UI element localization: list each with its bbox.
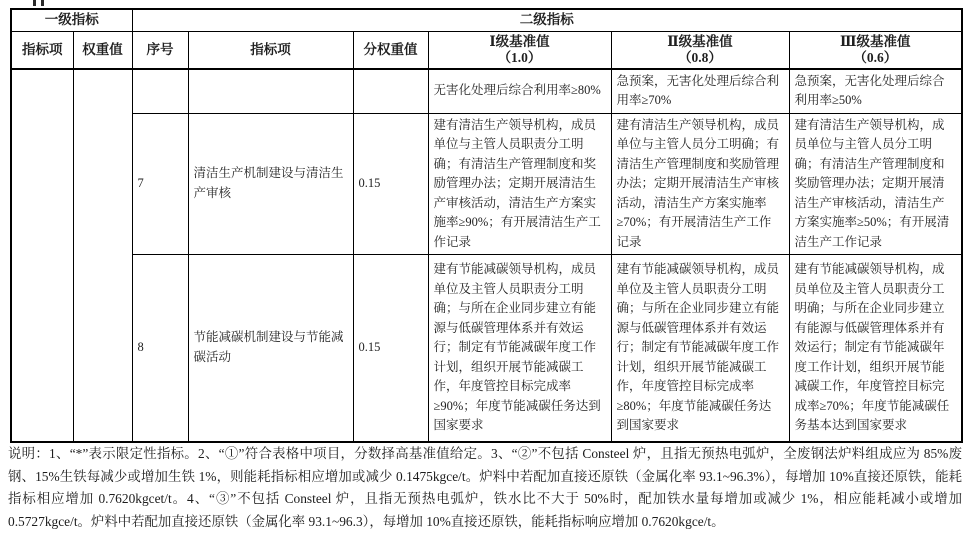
cell-grade2: 急预案，无害化处理后综合利用率≥70% [611, 69, 789, 114]
cell-grade3: 急预案，无害化处理后综合利用率≥50% [789, 69, 962, 114]
cell-grade1: 无害化处理后综合利用率≥80% [428, 69, 611, 114]
table-column-header-row [11, 31, 962, 69]
cell-no: 7 [132, 113, 188, 255]
col-header-no: 序号 [132, 31, 188, 69]
col-header-grade1 [428, 31, 611, 69]
col-header-grade3 [789, 31, 962, 69]
table-row [11, 255, 962, 442]
cell-no [132, 69, 188, 114]
table-row [11, 69, 962, 114]
indicator-table [10, 8, 963, 443]
col-header-indicator2: 指标项 [188, 31, 353, 69]
scan-artifact [33, 0, 36, 6]
cell-level1-indicator-merged [11, 69, 73, 442]
cell-grade2: 建有节能减碳领导机构，成员单位及主管人员职责分工明确；与所在企业同步建立有能源与低碳管理体系并有效运行；制定有节能减碳年度工作计划，组织开展节能减碳工作，年度管控目标完成率≥80%；年度节能减碳任务达到国家要求 [611, 255, 789, 442]
table-group-header-row [11, 9, 962, 31]
cell-no: 8 [132, 255, 188, 442]
cell-indicator: 节能减碳机制建设与节能减碳活动 [188, 255, 353, 442]
grade3-title: Ⅲ级基准值 [840, 33, 911, 49]
col-header-grade2 [611, 31, 789, 69]
cell-subweight: 0.15 [353, 113, 428, 255]
scan-artifact [41, 0, 44, 6]
cell-level1-weight-merged [73, 69, 132, 442]
cell-indicator: 清洁生产机制建设与清洁生产审核 [188, 113, 353, 255]
cell-grade3: 建有清洁生产领导机构，成员单位与主管人员分工明确；有清洁生产管理制度和奖励管理办法；定期开展清洁生产审核活动，清洁生产方案实施率≥50%；有开展清洁生产工作记录 [789, 113, 962, 255]
grade3-value: （0.6） [853, 49, 898, 65]
col-header-weight: 权重值 [73, 31, 132, 69]
cell-grade1: 建有清洁生产领导机构，成员单位与主管人员职责分工明确；有清洁生产管理制度和奖励管理办法；定期开展清洁生产审核活动，清洁生产方案实施率≥90%；有开展清洁生产工作记录 [428, 113, 611, 255]
cell-subweight [353, 69, 428, 114]
level1-group-header: 一级指标 [11, 9, 132, 31]
level2-group-header: 二级指标 [132, 9, 962, 31]
grade2-title: Ⅱ级基准值 [667, 33, 733, 49]
cell-subweight: 0.15 [353, 255, 428, 442]
cell-grade3: 建有节能减碳领导机构，成员单位及主管人员职责分工明确；与所在企业同步建立有能源与低碳管理体系并有效运行；制定有节能减碳年度工作计划，组织开展节能减碳工作，年度管控目标完成率≥70%；年度节能减碳任务基本达到国家要求 [789, 255, 962, 442]
cell-indicator [188, 69, 353, 114]
col-header-indicator: 指标项 [11, 31, 73, 69]
col-header-subweight: 分权重值 [353, 31, 428, 69]
grade1-title: Ⅰ级基准值 [489, 33, 550, 49]
grade2-value: （0.8） [678, 49, 722, 65]
cell-grade2: 建有清洁生产领导机构，成员单位与主管人员分工明确；有清洁生产管理制度和奖励管理办法；定期开展清洁生产审核活动，清洁生产方案实施率≥70%；有开展清洁生产工作记录 [611, 113, 789, 255]
table-row [11, 113, 962, 255]
explanatory-notes: 说明：1、“*”表示限定性指标。2、“①”符合表格中项目，分数择高基准值给定。3、“②”不包括 Consteel 炉，且指无预热电弧炉，全废钢法炉料组成应为 85%废钢、15%生铁每减少或增加生铁 1%，则能耗指标相应增加或减少 0.1475kgce/t。炉料中若配加直接还原铁（金属化率 93.1~96.3%），每增加 10%直接还原铁，能耗指标相应增加 0.7620kgcet/t。4、“③”不包括 Consteel 炉，且指无预热电弧炉，铁水比不大于 50%时，配加铁水量每增加或减少 1%，相应能耗减小或增加 0.5727kgce/t。炉料中若配加直接还原铁（金属化率 93.1~96.3），每增加 10%直接还原铁，能耗指标响应增加 0.7620kgce/t。 [8, 446, 962, 529]
cell-grade1: 建有节能减碳领导机构，成员单位及主管人员职责分工明确；与所在企业同步建立有能源与低碳管理体系并有效运行；制定有节能减碳年度工作计划，组织开展节能减碳工作，年度管控目标完成率≥90%；年度节能减碳任务达到国家要求 [428, 255, 611, 442]
grade1-value: （1.0） [497, 49, 542, 65]
